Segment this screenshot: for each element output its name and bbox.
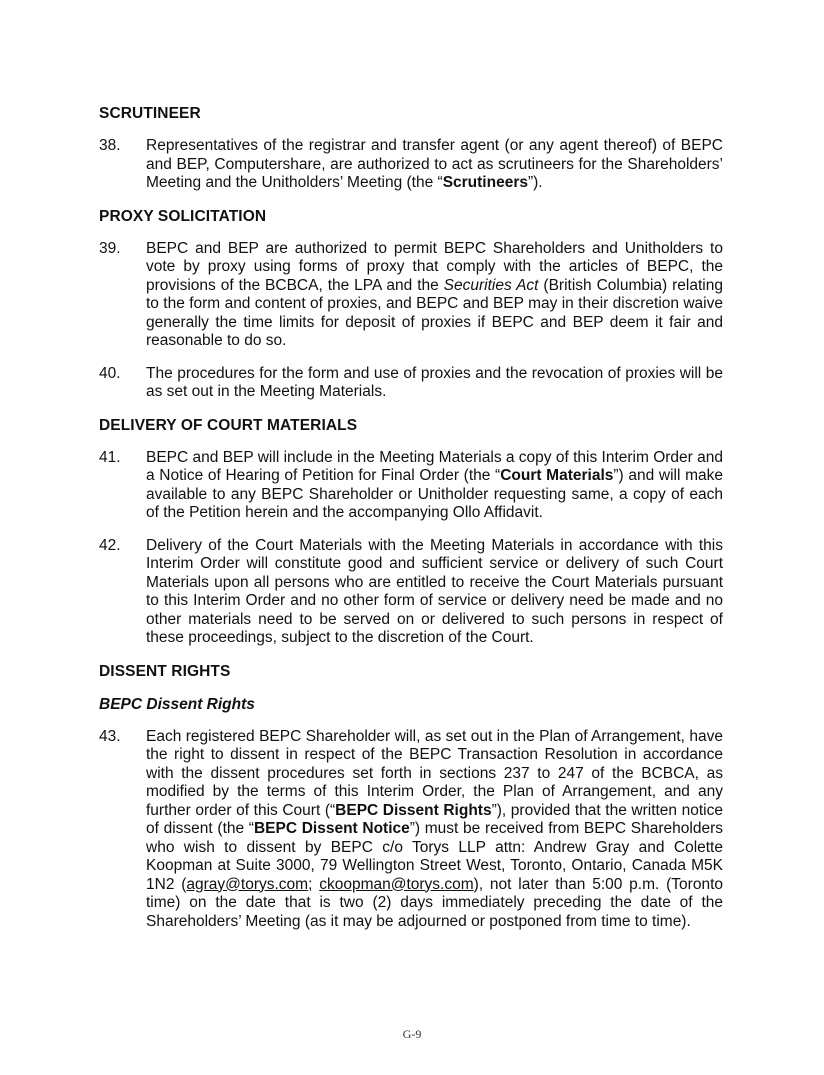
paragraph-text	[146, 728, 723, 932]
heading-dissent-rights: DISSENT RIGHTS	[99, 662, 231, 680]
email-link-agray[interactable]: agray@torys.com	[186, 875, 309, 893]
statute-name: Securities Act	[443, 276, 539, 294]
paragraph-43	[99, 728, 723, 932]
text-run: ”).	[527, 174, 543, 191]
text-run: BEPC and BEP are authorized to permit BEPC Shareholders and Unitholders to vote by proxy using forms of proxy that comply with the articles of BEPC, the provisions of the BCBCA, the LPA and the	[146, 239, 723, 294]
text-run: ), not later than 5:00 p.m. (Toronto time) on the date that is two (2) days immediately preceding the date of the Shareholders’ Meeting (as it may be adjourned or postponed from time to time).	[146, 875, 723, 930]
heading-scrutineer: SCRUTINEER	[99, 105, 201, 122]
text-run: ”) and will make available to any BEPC Shareholder or Unitholder requesting same, a copy of each of the Petition herein and the accompanying Ollo Affidavit.	[146, 467, 723, 521]
paragraph-42	[99, 537, 723, 648]
paragraph-number: 38.	[99, 137, 121, 154]
paragraph-number: 43.	[99, 727, 121, 745]
paragraph-38	[99, 137, 723, 193]
text-run: ”), provided that the written notice of dissent (the “	[146, 801, 723, 837]
paragraph-number: 41.	[99, 448, 121, 466]
paragraph-number: 40.	[99, 364, 121, 382]
text-run: ”) must be received from BEPC Shareholders who wish to dissent by BEPC c/o Torys LLP attn: Andrew Gray and Colette Koopman at Suite 3000, 79 Wellington Street West, Toronto, Ontario, Canada M5K 1N2 (	[146, 820, 724, 893]
heading-proxy-solicitation: PROXY SOLICITATION	[99, 207, 267, 225]
text-run: ;	[308, 875, 320, 893]
text-run: (British Columbia) relating to the form and content of proxies, and BEPC and BEP may in their discretion waive generally the time limits for deposit of proxies if BEPC and BEP deem it fair and reasonable to do so.	[146, 276, 723, 349]
paragraph-text	[146, 137, 723, 193]
paragraph-text	[146, 449, 723, 523]
text-run: Each registered BEPC Shareholder will, as set out in the Plan of Arrangement, have the right to dissent in respect of the BEPC Transaction Resolution in accordance with the dissent procedures set forth in sections 237 to 247 of the BCBCA, as modified by the terms of this Interim Order, the Plan of Arrangement, and any further order of this Court (“	[146, 727, 723, 819]
text-run: Representatives of the registrar and transfer agent (or any agent thereof) of BEPC and BEP, Computershare, are authorized to act as scrutineers for the Shareholders’ Meeting and the Unitholders’ Meeting (the “	[146, 137, 723, 191]
paragraph-text: The procedures for the form and use of proxies and the revocation of proxies will be as set out in the Meeting Materials.	[146, 364, 723, 400]
paragraph-text: Delivery of the Court Materials with the Meeting Materials in accordance with this Interim Order will constitute good and sufficient service or delivery of such Court Materials upon all persons who are entitled to receive the Court Materials pursuant to this Interim Order and no other form of service or delivery need be made and no other materials need to be served on or delivered to such persons in respect of these proceedings, subject to the discretion of the Court.	[146, 536, 723, 646]
defined-term: BEPC Dissent Rights	[335, 801, 492, 819]
document-body	[99, 104, 723, 945]
paragraph-41	[99, 449, 723, 523]
defined-term: Court Materials	[500, 467, 614, 484]
page-number: G-9	[402, 1027, 422, 1041]
heading-delivery-of-court-materials: DELIVERY OF COURT MATERIALS	[99, 416, 358, 434]
defined-term: Scrutineers	[442, 174, 528, 191]
text-run: BEPC and BEP will include in the Meeting Materials a copy of this Interim Order and a Notice of Hearing of Petition for Final Order (the “	[146, 448, 723, 484]
paragraph-number: 42.	[99, 536, 121, 554]
paragraph-39	[99, 240, 723, 351]
email-link-ckoopman[interactable]: ckoopman@torys.com	[319, 875, 474, 893]
paragraph-number: 39.	[99, 239, 121, 257]
paragraph-40	[99, 365, 723, 402]
paragraph-text	[146, 240, 723, 351]
defined-term: BEPC Dissent Notice	[253, 820, 410, 837]
subheading-bepc-dissent-rights: BEPC Dissent Rights	[99, 695, 255, 713]
